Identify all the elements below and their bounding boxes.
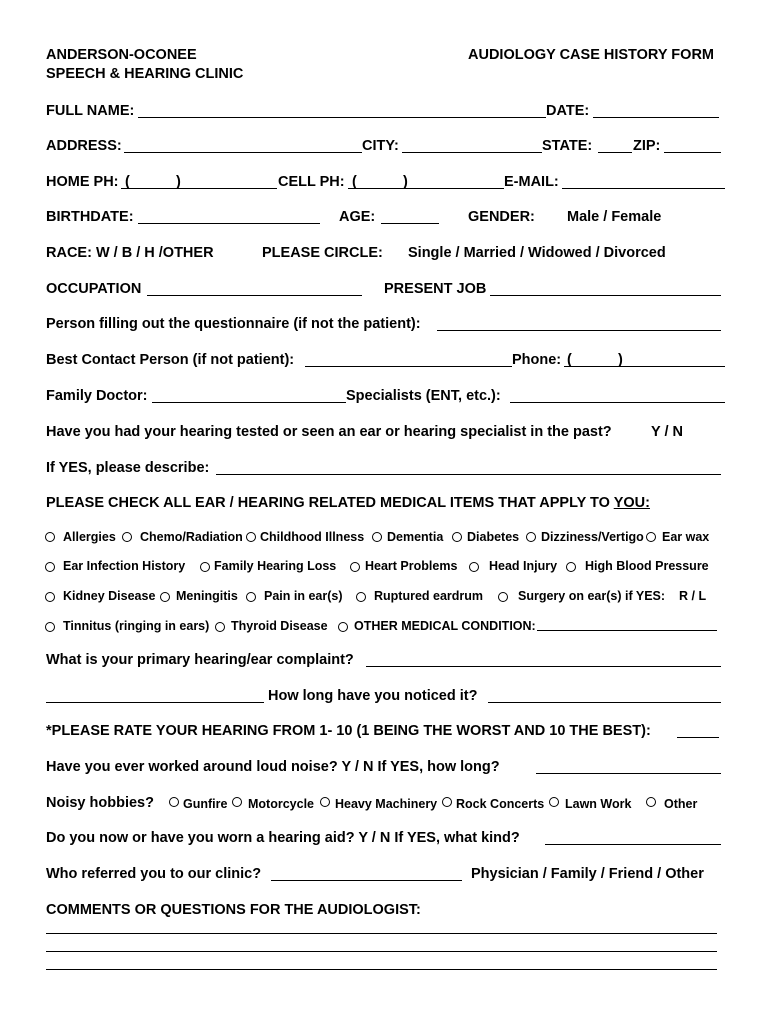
childhood-illness-checkbox[interactable] [246, 532, 256, 542]
head-injury-label: Head Injury [489, 559, 558, 573]
rate-hearing-field[interactable] [677, 737, 719, 738]
hearing-aid-question: Do you now or have you worn a hearing aid? Y / N If YES, what kind? [46, 830, 520, 846]
gender-label: GENDER: [468, 209, 535, 225]
high-blood-pressure-checkbox[interactable] [566, 562, 576, 572]
heavy-machinery-checkbox[interactable] [320, 797, 330, 807]
pain-in-ears-label: Pain in ear(s) [264, 589, 343, 603]
contact-phone-field[interactable] [564, 366, 725, 367]
address-label: ADDRESS: [46, 138, 122, 154]
chemo-radiation-label: Chemo/Radiation [140, 530, 243, 544]
diabetes-checkbox[interactable] [452, 532, 462, 542]
loud-noise-duration-field[interactable] [536, 773, 721, 774]
ear-wax-checkbox[interactable] [646, 532, 656, 542]
ear-surgery-side-options[interactable]: R / L [679, 589, 707, 603]
motorcycle-label: Motorcycle [248, 797, 314, 811]
ear-surgery-checkbox[interactable] [498, 592, 508, 602]
primary-complaint-field[interactable] [366, 666, 721, 667]
contact-phone-label: Phone: [512, 352, 562, 368]
dizziness-vertigo-checkbox[interactable] [526, 532, 536, 542]
dizziness-vertigo-label: Dizziness/Vertigo [541, 530, 644, 544]
address-field[interactable] [124, 152, 362, 153]
state-field[interactable] [598, 152, 632, 153]
cell-phone-field[interactable] [348, 188, 504, 189]
home-phone-paren-open: ( [125, 174, 130, 190]
best-contact-label: Best Contact Person (if not patient): [46, 352, 295, 368]
high-blood-pressure-label: High Blood Pressure [585, 559, 709, 573]
occupation-field[interactable] [147, 295, 362, 296]
marital-status-options[interactable]: Single / Married / Widowed / Divorced [408, 245, 666, 261]
zip-field[interactable] [664, 152, 721, 153]
birthdate-field[interactable] [138, 223, 320, 224]
comments-line-2[interactable] [46, 951, 717, 952]
best-contact-field[interactable] [305, 366, 512, 367]
head-injury-checkbox[interactable] [469, 562, 479, 572]
present-job-field[interactable] [490, 295, 721, 296]
tinnitus-label: Tinnitus (ringing in ears) [63, 619, 210, 633]
clinic-name-line2: SPEECH & HEARING CLINIC [46, 66, 244, 82]
medical-items-heading: PLEASE CHECK ALL EAR / HEARING RELATED MEDICAL ITEMS THAT APPLY TO YOU: [46, 495, 650, 511]
home-phone-field[interactable] [121, 188, 277, 189]
birthdate-label: BIRTHDATE: [46, 209, 134, 225]
referral-source-options[interactable]: Physician / Family / Friend / Other [471, 866, 704, 882]
present-job-label: PRESENT JOB [384, 281, 487, 297]
referred-by-label: Who referred you to our clinic? [46, 866, 262, 882]
kidney-disease-label: Kidney Disease [63, 589, 156, 603]
family-doctor-field[interactable] [152, 402, 346, 403]
occupation-label: OCCUPATION [46, 281, 142, 297]
pain-in-ears-checkbox[interactable] [246, 592, 256, 602]
noisy-hobbies-label: Noisy hobbies? [46, 795, 154, 811]
email-label: E-MAIL: [504, 174, 559, 190]
family-hearing-loss-label: Family Hearing Loss [214, 559, 337, 573]
hearing-tested-yes-no[interactable]: Y / N [651, 424, 683, 440]
gunfire-checkbox[interactable] [169, 797, 179, 807]
thyroid-disease-checkbox[interactable] [215, 622, 225, 632]
other-condition-checkbox[interactable] [338, 622, 348, 632]
full-name-label: FULL NAME: [46, 103, 135, 119]
diabetes-label: Diabetes [467, 530, 520, 544]
other-hobby-label: Other [664, 797, 698, 811]
cell-phone-label: CELL PH: [278, 174, 345, 190]
hearing-aid-kind-field[interactable] [545, 844, 721, 845]
if-yes-describe-label: If YES, please describe: [46, 460, 210, 476]
referred-by-field[interactable] [271, 880, 462, 881]
comments-line-1[interactable] [46, 933, 717, 934]
heavy-machinery-label: Heavy Machinery [335, 797, 438, 811]
other-condition-label: OTHER MEDICAL CONDITION: [354, 619, 536, 633]
heart-problems-label: Heart Problems [365, 559, 458, 573]
city-field[interactable] [402, 152, 542, 153]
how-long-noticed-label: How long have you noticed it? [268, 688, 478, 704]
ear-surgery-label: Surgery on ear(s) if YES: [518, 589, 666, 603]
loud-noise-question: Have you ever worked around loud noise? Y / N If YES, how long? [46, 759, 500, 775]
date-label: DATE: [546, 103, 590, 119]
ear-wax-label: Ear wax [662, 530, 710, 544]
primary-complaint-continued-field[interactable] [46, 702, 264, 703]
ruptured-eardrum-checkbox[interactable] [356, 592, 366, 602]
primary-complaint-label: What is your primary hearing/ear complaint? [46, 652, 354, 668]
allergies-label: Allergies [63, 530, 116, 544]
dementia-label: Dementia [387, 530, 444, 544]
contact-phone-paren-close: ) [618, 352, 623, 368]
meningitis-label: Meningitis [176, 589, 238, 603]
specialists-field[interactable] [510, 402, 725, 403]
age-field[interactable] [381, 223, 439, 224]
home-phone-paren-close: ) [176, 174, 181, 190]
lawn-work-label: Lawn Work [565, 797, 632, 811]
please-circle-label: PLEASE CIRCLE: [262, 245, 383, 261]
heart-problems-checkbox[interactable] [350, 562, 360, 572]
person-filling-field[interactable] [437, 330, 721, 331]
tinnitus-checkbox[interactable] [45, 622, 55, 632]
rock-concerts-label: Rock Concerts [456, 797, 545, 811]
specialists-label: Specialists (ENT, etc.): [346, 388, 501, 404]
family-hearing-loss-checkbox[interactable] [200, 562, 210, 572]
contact-phone-paren-open: ( [567, 352, 572, 368]
family-doctor-label: Family Doctor: [46, 388, 148, 404]
cell-phone-paren-open: ( [352, 174, 357, 190]
motorcycle-checkbox[interactable] [232, 797, 242, 807]
how-long-noticed-field[interactable] [488, 702, 721, 703]
zip-label: ZIP: [633, 138, 661, 154]
chemo-radiation-checkbox[interactable] [122, 532, 132, 542]
if-yes-describe-field[interactable] [216, 474, 721, 475]
hearing-tested-question: Have you had your hearing tested or seen an ear or hearing specialist in the past? [46, 424, 612, 440]
rate-hearing-label: *PLEASE RATE YOUR HEARING FROM 1- 10 (1 BEING THE WORST AND 10 THE BEST): [46, 723, 651, 739]
childhood-illness-label: Childhood Illness [260, 530, 365, 544]
lawn-work-checkbox[interactable] [549, 797, 559, 807]
person-filling-label: Person filling out the questionnaire (if not the patient): [46, 316, 421, 332]
date-field[interactable] [593, 117, 719, 118]
state-label: STATE: [542, 138, 593, 154]
clinic-name-line1: ANDERSON-OCONEE [46, 47, 197, 63]
rock-concerts-checkbox[interactable] [442, 797, 452, 807]
ear-infection-history-checkbox[interactable] [45, 562, 55, 572]
kidney-disease-checkbox[interactable] [45, 592, 55, 602]
other-hobby-checkbox[interactable] [646, 797, 656, 807]
city-label: CITY: [362, 138, 399, 154]
full-name-field[interactable] [138, 117, 546, 118]
age-label: AGE: [339, 209, 376, 225]
gender-options[interactable]: Male / Female [567, 209, 662, 225]
meningitis-checkbox[interactable] [160, 592, 170, 602]
cell-phone-paren-close: ) [403, 174, 408, 190]
email-field[interactable] [562, 188, 725, 189]
home-phone-label: HOME PH: [46, 174, 119, 190]
race-options[interactable]: RACE: W / B / H /OTHER [46, 245, 214, 261]
allergies-checkbox[interactable] [45, 532, 55, 542]
thyroid-disease-label: Thyroid Disease [231, 619, 328, 633]
ear-infection-history-label: Ear Infection History [63, 559, 186, 573]
other-condition-field[interactable] [537, 630, 717, 631]
dementia-checkbox[interactable] [372, 532, 382, 542]
comments-label: COMMENTS OR QUESTIONS FOR THE AUDIOLOGIST: [46, 902, 421, 918]
form-title: AUDIOLOGY CASE HISTORY FORM [468, 47, 714, 63]
comments-line-3[interactable] [46, 969, 717, 970]
ruptured-eardrum-label: Ruptured eardrum [374, 589, 484, 603]
gunfire-label: Gunfire [183, 797, 228, 811]
